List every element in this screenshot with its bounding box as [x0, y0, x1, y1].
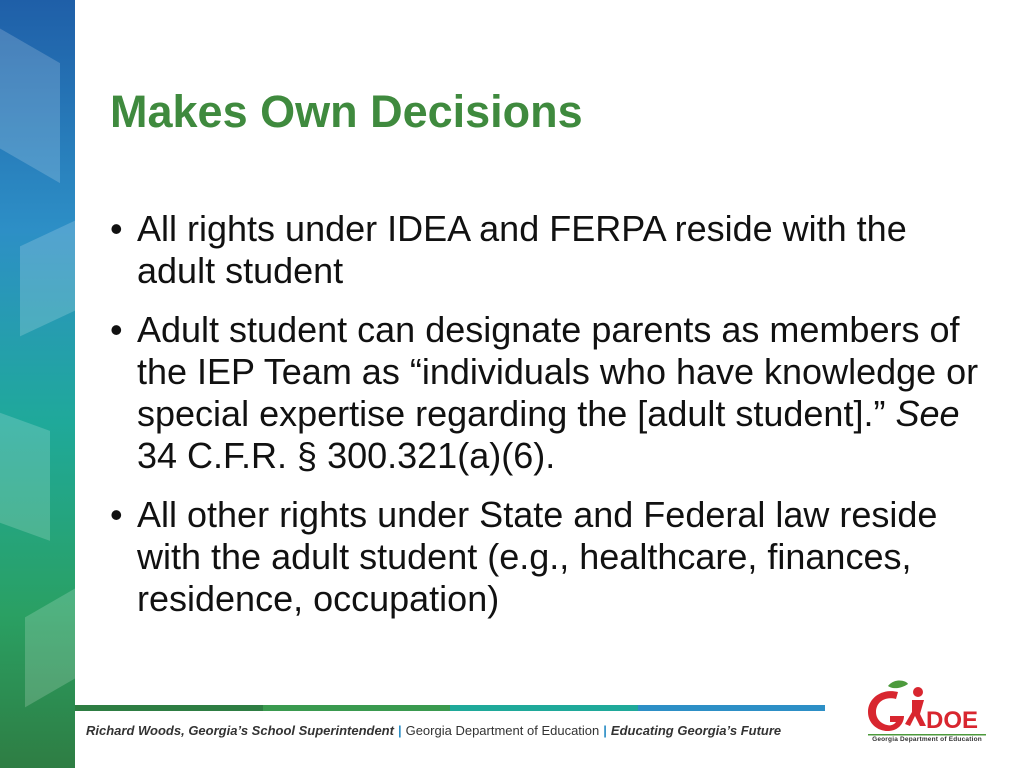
- footer-separator: |: [603, 723, 607, 738]
- bullet-text: Adult student can designate parents as members of the IEP Team as “individuals who have knowledge or special expertise regarding the [adult student].”: [137, 309, 979, 434]
- bullet-marker: •: [110, 208, 123, 249]
- footer-superintendent: Richard Woods, Georgia’s School Superintendent: [86, 723, 394, 738]
- footer-credits: [86, 723, 781, 738]
- footer-bar-segment: [450, 705, 638, 711]
- footer-bar-segment: [638, 705, 826, 711]
- footer-separator: |: [397, 723, 402, 738]
- gadoe-logo-icon: [860, 678, 990, 744]
- bullet-list: [110, 208, 980, 637]
- bullet-text: All other rights under State and Federal law reside with the adult student (e.g., healthcare, finances, residence, occupation): [137, 494, 938, 619]
- footer-motto: Educating Georgia’s Future: [610, 723, 782, 738]
- side-decoration-band: [0, 0, 75, 768]
- bullet-item: [110, 208, 980, 292]
- bullet-item: [110, 309, 980, 477]
- bullet-item: [110, 494, 980, 620]
- footer-color-bar: [75, 705, 825, 711]
- bullet-marker: •: [110, 494, 123, 535]
- logo-wordmark-text: DOE: [926, 707, 979, 734]
- bullet-text-italic: See: [895, 393, 960, 434]
- bullet-text: 34 C.F.R. § 300.321(a)(6).: [137, 435, 556, 476]
- bullet-text: All rights under IDEA and FERPA reside with the adult student: [137, 208, 907, 291]
- footer-bar-segment: [75, 705, 263, 711]
- slide-title: Makes Own Decisions: [110, 86, 583, 137]
- footer-bar-segment: [263, 705, 451, 711]
- footer-department: Georgia Department of Education: [405, 723, 600, 738]
- bullet-marker: •: [110, 309, 123, 350]
- logo-subtitle: Georgia Department of Education: [872, 736, 982, 743]
- gadoe-logo: [860, 678, 990, 744]
